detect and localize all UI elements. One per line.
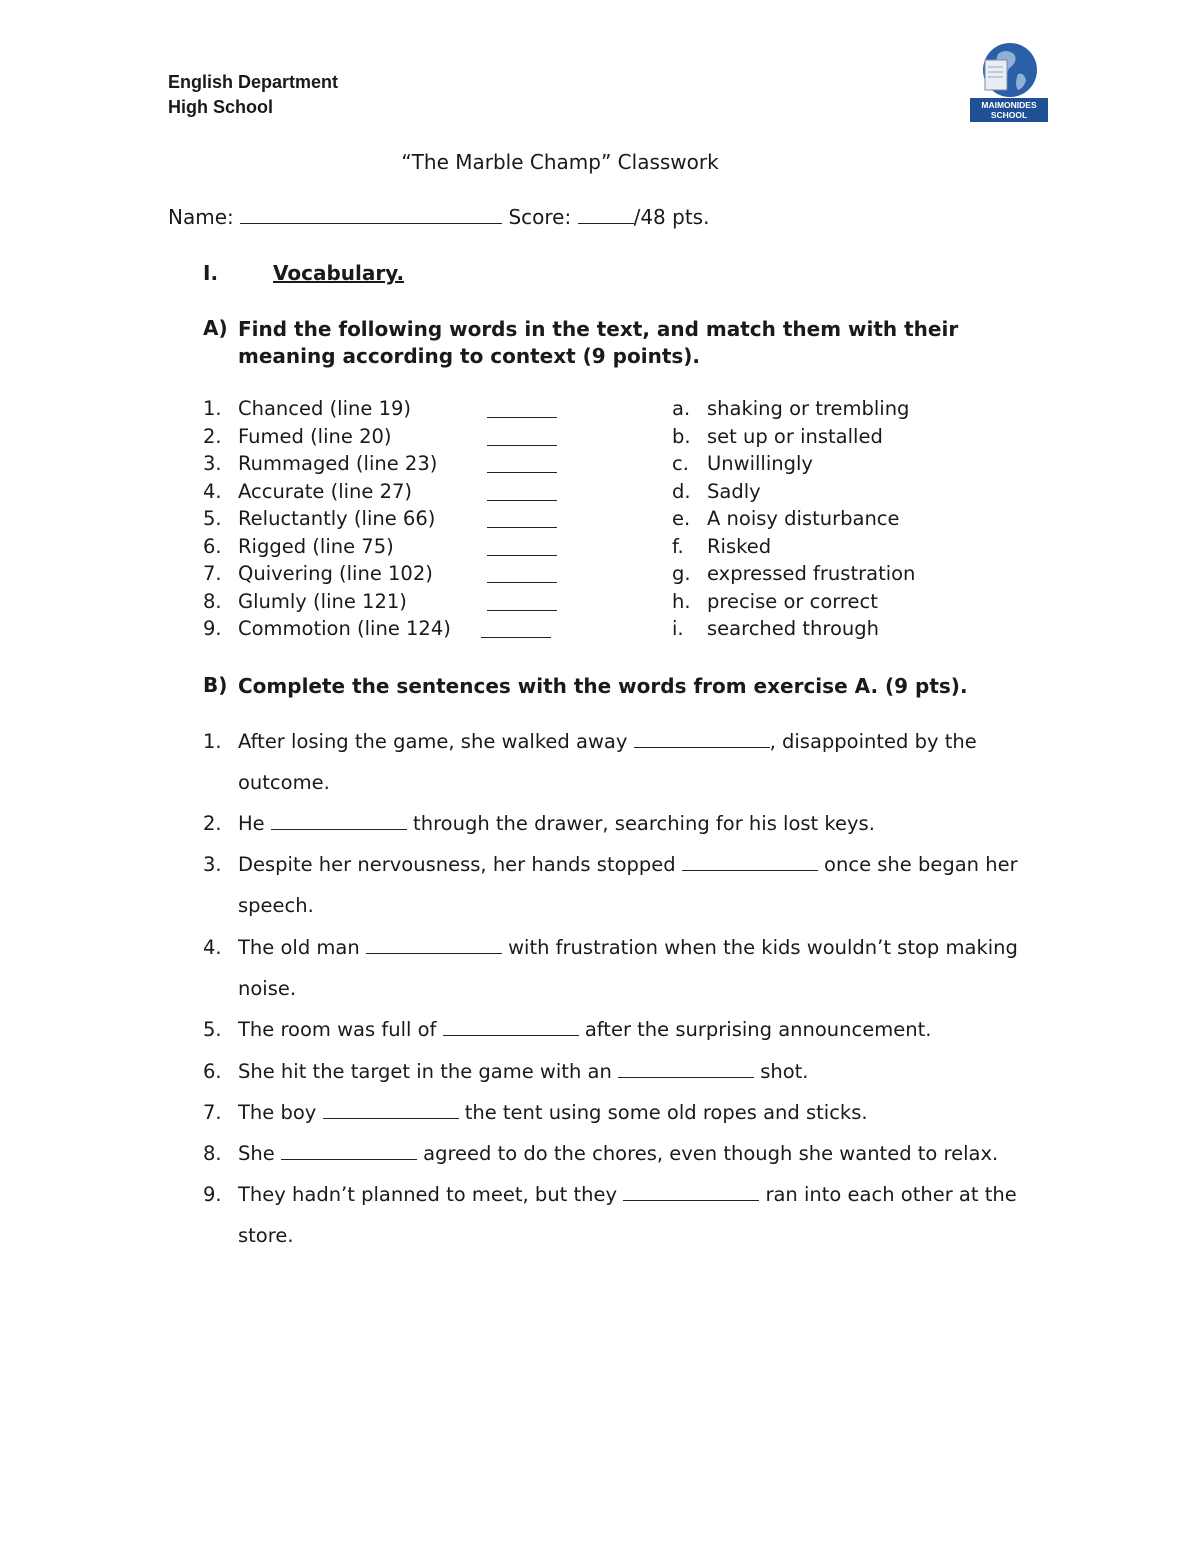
sentence-after-blank: agreed to do the chores, even though she wanted to relax.: [416, 1142, 999, 1165]
sentence-after-blank: with frustration when the kids wouldn’t stop making noise.: [238, 936, 1018, 1000]
sentence-number: 6.: [203, 1060, 222, 1083]
meaning-letter: a.: [672, 397, 691, 420]
meaning-letter: c.: [672, 452, 689, 475]
meaning-text: precise or correct: [707, 590, 878, 613]
word-label: Fumed (line 20): [238, 425, 392, 448]
section-number: I.: [203, 261, 219, 285]
sentence-before-blank: They hadn’t planned to meet, but they: [238, 1183, 624, 1206]
sentence-number: 3.: [203, 853, 222, 876]
sentence-blank[interactable]: [323, 1100, 459, 1119]
sentence-text: [238, 1051, 1038, 1092]
meaning-letter: g.: [672, 562, 691, 585]
word-number: 9.: [203, 617, 222, 640]
sentence-text: [238, 1133, 1038, 1174]
logo-text-line1: MAIMONIDES: [981, 100, 1037, 110]
sentence-before-blank: Despite her nervousness, her hands stopped: [238, 853, 682, 876]
word-number: 6.: [203, 535, 222, 558]
meaning-text: shaking or trembling: [707, 397, 910, 420]
match-answer-blank[interactable]: [481, 637, 551, 638]
sentence-blank[interactable]: [443, 1017, 579, 1036]
score-total: /48 pts.: [633, 205, 710, 229]
sentence-number: 4.: [203, 936, 222, 959]
meaning-letter: h.: [672, 590, 691, 613]
logo-text-line2: SCHOOL: [990, 110, 1028, 120]
sentence-before-blank: He: [238, 812, 271, 835]
meaning-letter: e.: [672, 507, 691, 530]
match-answer-blank[interactable]: [487, 472, 557, 473]
sentence-blank[interactable]: [281, 1141, 417, 1160]
word-label: Reluctantly (line 66): [238, 507, 436, 530]
sentence-after-blank: , disappointed by the outcome.: [238, 730, 977, 794]
meaning-text: Sadly: [707, 480, 761, 503]
match-answer-blank[interactable]: [487, 445, 557, 446]
sentence-text: [238, 844, 1038, 926]
meaning-text: A noisy disturbance: [707, 507, 900, 530]
sentence-blank[interactable]: [271, 811, 407, 830]
word-number: 8.: [203, 590, 222, 613]
section-title: Vocabulary.: [273, 261, 405, 285]
sentence-before-blank: The room was full of: [238, 1018, 443, 1041]
word-label: Commotion (line 124): [238, 617, 451, 640]
match-answer-blank[interactable]: [487, 417, 557, 418]
sentence-number: 9.: [203, 1183, 222, 1206]
sentence-text: [238, 721, 1038, 803]
word-label: Rigged (line 75): [238, 535, 394, 558]
word-label: Rummaged (line 23): [238, 452, 438, 475]
sentence-number: 2.: [203, 812, 222, 835]
sentence-before-blank: The old man: [238, 936, 366, 959]
score-label: Score:: [508, 205, 572, 229]
sentence-text: [238, 1092, 1038, 1133]
sentence-blank[interactable]: [618, 1059, 754, 1078]
part-a-letter: A): [203, 316, 228, 340]
word-number: 2.: [203, 425, 222, 448]
sentence-before-blank: She hit the target in the game with an: [238, 1060, 619, 1083]
sentence-text: [238, 927, 1038, 1009]
meaning-letter: i.: [672, 617, 684, 640]
word-number: 3.: [203, 452, 222, 475]
meaning-text: Risked: [707, 535, 772, 558]
meaning-text: Unwillingly: [707, 452, 813, 475]
sentence-text: [238, 1009, 1038, 1050]
word-number: 5.: [203, 507, 222, 530]
sentence-before-blank: The boy: [238, 1101, 323, 1124]
match-answer-blank[interactable]: [487, 500, 557, 501]
meaning-letter: f.: [672, 535, 684, 558]
sentence-after-blank: once she began her speech.: [238, 853, 1018, 917]
word-number: 1.: [203, 397, 222, 420]
sentence-text: [238, 1174, 1038, 1256]
meaning-text: set up or installed: [707, 425, 883, 448]
match-answer-blank[interactable]: [487, 610, 557, 611]
word-label: Quivering (line 102): [238, 562, 433, 585]
school-logo: [968, 40, 1050, 124]
match-answer-blank[interactable]: [487, 555, 557, 556]
word-label: Chanced (line 19): [238, 397, 411, 420]
name-label: Name:: [168, 205, 234, 229]
page-title: “The Marble Champ” Classwork: [401, 150, 719, 174]
match-answer-blank[interactable]: [487, 527, 557, 528]
name-score-line: [168, 205, 709, 229]
sentence-number: 8.: [203, 1142, 222, 1165]
sentence-before-blank: After losing the game, she walked away: [238, 730, 634, 753]
word-number: 7.: [203, 562, 222, 585]
department-label: English Department: [168, 72, 339, 92]
sentence-blank[interactable]: [623, 1182, 759, 1201]
part-b-instruction: Complete the sentences with the words from exercise A. (9 pts).: [238, 674, 968, 698]
name-field[interactable]: [240, 222, 502, 224]
word-label: Glumly (line 121): [238, 590, 407, 613]
school-level-label: High School: [168, 97, 273, 117]
sentence-number: 5.: [203, 1018, 222, 1041]
word-label: Accurate (line 27): [238, 480, 413, 503]
sentence-after-blank: through the drawer, searching for his lost keys.: [406, 812, 875, 835]
match-answer-blank[interactable]: [487, 582, 557, 583]
score-field[interactable]: [578, 222, 634, 224]
part-b-letter: B): [203, 673, 228, 697]
meaning-letter: b.: [672, 425, 691, 448]
sentence-text: [238, 803, 1038, 844]
sentence-blank[interactable]: [366, 935, 502, 954]
meaning-text: expressed frustration: [707, 562, 916, 585]
part-a-instruction: Find the following words in the text, and match them with their meaning according to context (9 points).: [238, 317, 959, 368]
sentence-blank[interactable]: [634, 729, 770, 748]
sentence-after-blank: after the surprising announcement.: [578, 1018, 932, 1041]
word-number: 4.: [203, 480, 222, 503]
sentence-number: 7.: [203, 1101, 222, 1124]
sentence-blank[interactable]: [682, 852, 818, 871]
sentence-number: 1.: [203, 730, 222, 753]
sentence-before-blank: She: [238, 1142, 281, 1165]
meaning-letter: d.: [672, 480, 691, 503]
sentence-after-blank: the tent using some old ropes and sticks.: [458, 1101, 868, 1124]
sentence-after-blank: ran into each other at the store.: [238, 1183, 1017, 1247]
sentence-after-blank: shot.: [754, 1060, 809, 1083]
meaning-text: searched through: [707, 617, 879, 640]
